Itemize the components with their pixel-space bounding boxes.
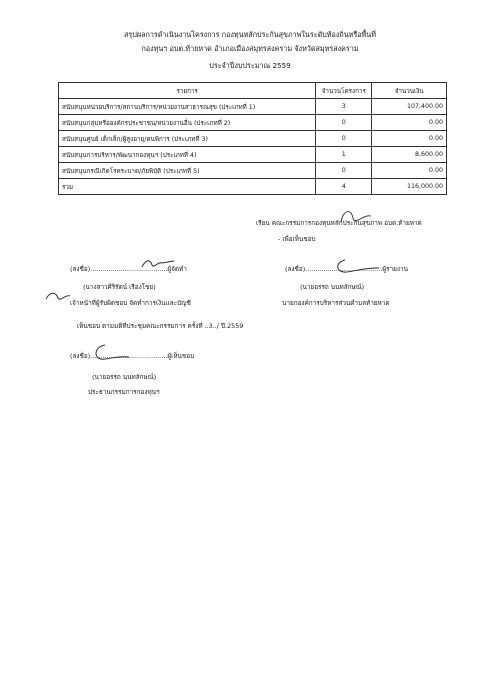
preparer-signature-line: (ลงชื่อ)......................................ผู้จัดทำ: [70, 265, 187, 273]
doc-subtitle: กองทุนฯ อบต.ท้ายหาด อำเภอเมืองสมุทรสงคราม จังหวัดสมุทรสงคราม: [141, 44, 359, 53]
table-header-row: [59, 83, 447, 99]
reporter-name: (นายอรรถ นนทลักษณ์): [300, 283, 365, 291]
approver-position: ประธานกรรมการกองทุนฯ: [88, 388, 160, 396]
preparer-handwritten-mark: [42, 289, 72, 303]
column-header-count: จำนวนโครงการ: [316, 83, 372, 99]
row-count: 3: [316, 99, 372, 115]
row-count: 0: [316, 115, 372, 131]
table-row: [59, 163, 447, 179]
column-header-item: รายการ: [59, 83, 316, 99]
table-row: [59, 147, 447, 163]
total-label: รวม: [59, 179, 316, 195]
preparer-position: เจ้าหน้าที่ผู้รับผิดชอบ จัดทำการเงินและบัญชี: [70, 299, 191, 307]
table-total-row: [59, 179, 447, 195]
row-item: สนับสนุนกลุ่มหรือองค์กรประชาชน/หน่วยงานอื่น (ประเภทที่ 2): [59, 115, 316, 131]
doc-title: สรุปผลการดำเนินงานโครงการ กองทุนหลักประกันสุขภาพในระดับท้องถิ่นหรือพื้นที่: [124, 30, 376, 39]
table-row: [59, 131, 447, 147]
row-item: สนับสนุนการบริหาร/พัฒนากองทุนฯ (ประเภทที่ 4): [59, 147, 316, 163]
memo-purpose: - เพื่อเห็นชอบ: [278, 235, 316, 243]
reporter-signature-line: (ลงชื่อ)......................................ผู้รายงาน: [285, 265, 408, 273]
preparer-name: (นางสาวศิริรัตน์ เรืองโชย): [83, 283, 156, 291]
total-count: 4: [316, 179, 372, 195]
doc-fiscal-year: ประจำปีงบประมาณ 2559: [209, 61, 291, 70]
table-row: [59, 99, 447, 115]
row-item: สนับสนุนกรณีเกิดโรคระบาด/ภัยพิบัติ (ประเภทที่ 5): [59, 163, 316, 179]
row-amount: 0.00: [372, 115, 447, 131]
approver-name: (นายอรรถ นนทลักษณ์): [92, 373, 157, 381]
row-count: 0: [316, 163, 372, 179]
row-item: สนับสนุนศูนย์ เด็กเล็ก/ผู้สูงอายุ/คนพิการ (ประเภทที่ 3): [59, 131, 316, 147]
summary-table: [58, 82, 447, 195]
row-count: 0: [316, 131, 372, 147]
reporter-position: นายกองค์การบริหารส่วนตำบลท้ายหาด: [282, 299, 390, 307]
column-header-amount: จำนวนเงิน: [372, 83, 447, 99]
row-amount: 0.00: [372, 131, 447, 147]
row-item: สนับสนุนหน่วยบริการ/สถานบริการ/หน่วยงานสาธารณสุข (ประเภทที่ 1): [59, 99, 316, 115]
memo-to: เรียน คณะกรรมการกองทุนหลักประกันสุขภาพ อบต.ท้ายหาด: [256, 219, 422, 227]
row-amount: 107,400.00: [372, 99, 447, 115]
row-amount: 0.00: [372, 163, 447, 179]
total-amount: 116,000.00: [372, 179, 447, 195]
approver-signature-line: (ลงชื่อ)......................................ผู้เห็นชอบ: [70, 352, 195, 360]
approval-resolution: เห็นชอบ ตามมติที่ประชุมคณะกรรมการ ครั้งที่ ..3../ ปี.2559: [77, 322, 244, 330]
table-row: [59, 115, 447, 131]
row-amount: 8,600.00: [372, 147, 447, 163]
row-count: 1: [316, 147, 372, 163]
